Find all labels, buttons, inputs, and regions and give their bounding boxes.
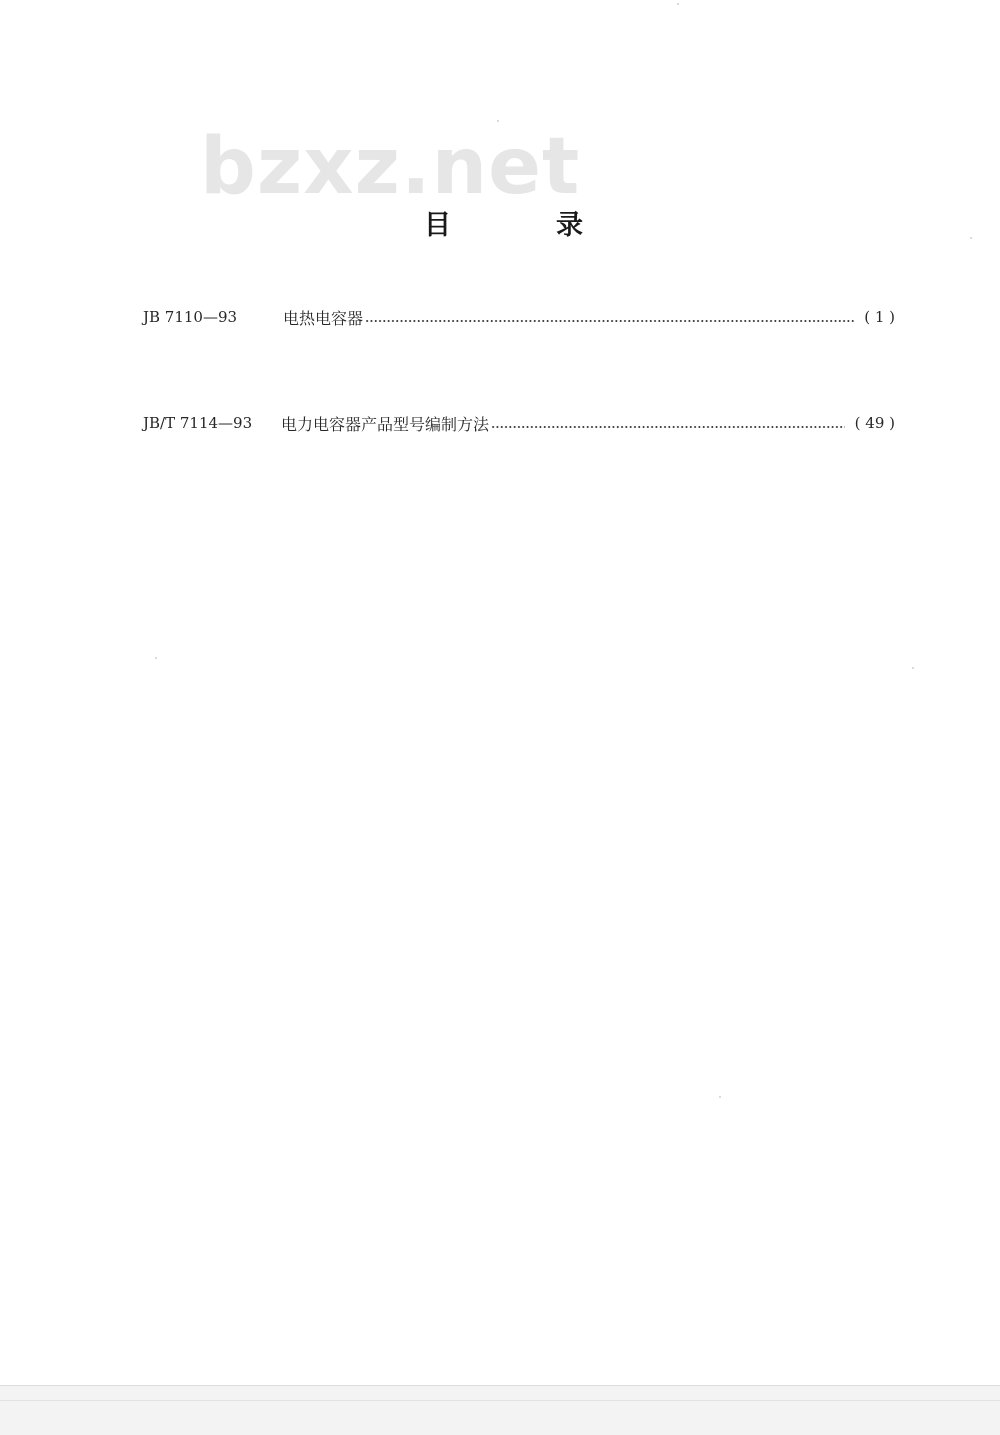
toc-dot-leader <box>365 320 854 322</box>
toc-entry-page: ( 49 ) <box>854 414 895 432</box>
scan-speck <box>719 1096 721 1098</box>
toc-entry[interactable] <box>143 305 895 329</box>
toc-entry[interactable] <box>143 411 895 435</box>
toc-entry-page: ( 1 ) <box>864 308 895 326</box>
scan-speck <box>912 667 914 669</box>
toc-entry-code: JB/T 7114—93 <box>143 414 253 432</box>
title-char-1: 目 <box>424 210 451 241</box>
toc-entry-title: 电力电容器产品型号编制方法 <box>281 414 490 434</box>
viewer-bottom-bar <box>0 1385 1000 1435</box>
toc-entry-title: 电热电容器 <box>283 308 364 328</box>
scan-speck <box>497 120 499 122</box>
toc-dot-leader <box>491 426 845 428</box>
title-char-2: 录 <box>556 210 583 241</box>
watermark-logo: bzxz.net <box>200 122 581 212</box>
toc-entry-code: JB 7110—93 <box>143 308 238 326</box>
scan-speck <box>677 3 679 5</box>
scan-speck <box>970 237 972 239</box>
divider <box>0 1400 1000 1401</box>
scan-speck <box>155 657 157 659</box>
